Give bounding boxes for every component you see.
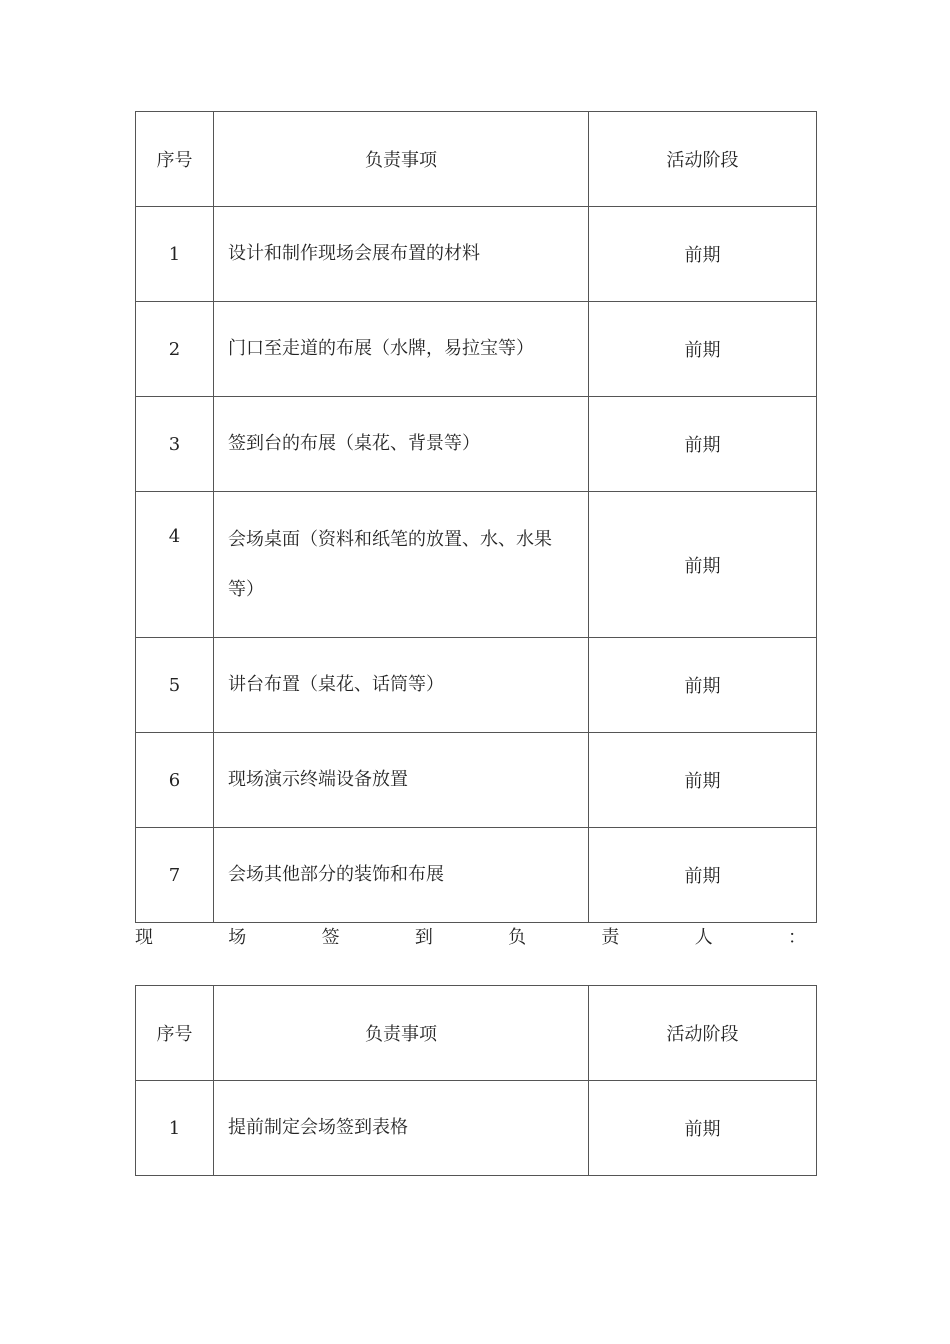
- row-phase: 前期: [589, 302, 817, 397]
- row-phase: 前期: [589, 492, 817, 638]
- caption-char: ：: [787, 927, 806, 948]
- caption-char: 到: [414, 927, 433, 948]
- caption-char: 负: [508, 927, 527, 948]
- row-no: 6: [136, 733, 214, 828]
- table-header-row: [136, 986, 817, 1081]
- caption-char: 签: [321, 927, 340, 948]
- caption-char: 场: [228, 927, 247, 948]
- header-no: 序号: [136, 112, 214, 207]
- row-task: 讲台布置（桌花、话筒等）: [214, 638, 589, 733]
- table-row: [136, 828, 817, 923]
- header-task: 负责事项: [214, 986, 589, 1081]
- row-phase: 前期: [589, 638, 817, 733]
- row-task: 门口至走道的布展（水牌，易拉宝等）: [214, 302, 589, 397]
- table-row: [136, 207, 817, 302]
- row-task: 设计和制作现场会展布置的材料: [214, 207, 589, 302]
- row-no: 2: [136, 302, 214, 397]
- row-phase: 前期: [589, 397, 817, 492]
- row-phase: 前期: [589, 1081, 817, 1176]
- row-phase: 前期: [589, 828, 817, 923]
- row-task: 签到台的布展（桌花、背景等）: [214, 397, 589, 492]
- table-row: [136, 733, 817, 828]
- row-task: 现场演示终端设备放置: [214, 733, 589, 828]
- table-row: [136, 397, 817, 492]
- row-task: 会场其他部分的装饰和布展: [214, 828, 589, 923]
- row-task: 提前制定会场签到表格: [214, 1081, 589, 1176]
- header-task: 负责事项: [214, 112, 589, 207]
- row-task: 会场桌面（资料和纸笔的放置、水、水果等）: [214, 492, 589, 638]
- table-header-row: [136, 112, 817, 207]
- table-row: [136, 492, 817, 638]
- responsibility-table-2: [135, 985, 817, 1176]
- row-no: 4: [136, 492, 214, 638]
- row-no: 1: [136, 1081, 214, 1176]
- responsibility-table-1: [135, 111, 817, 923]
- table-row: [136, 1081, 817, 1176]
- table-row: [136, 302, 817, 397]
- caption-char: 责: [601, 927, 620, 948]
- row-no: 7: [136, 828, 214, 923]
- table-row: [136, 638, 817, 733]
- caption-char: 人: [694, 927, 713, 948]
- header-phase: 活动阶段: [589, 112, 817, 207]
- row-phase: 前期: [589, 207, 817, 302]
- row-no: 5: [136, 638, 214, 733]
- header-phase: 活动阶段: [589, 986, 817, 1081]
- caption-char: 现: [135, 927, 153, 948]
- header-no: 序号: [136, 986, 214, 1081]
- checkin-manager-caption: [135, 925, 806, 951]
- row-no: 1: [136, 207, 214, 302]
- row-no: 3: [136, 397, 214, 492]
- row-phase: 前期: [589, 733, 817, 828]
